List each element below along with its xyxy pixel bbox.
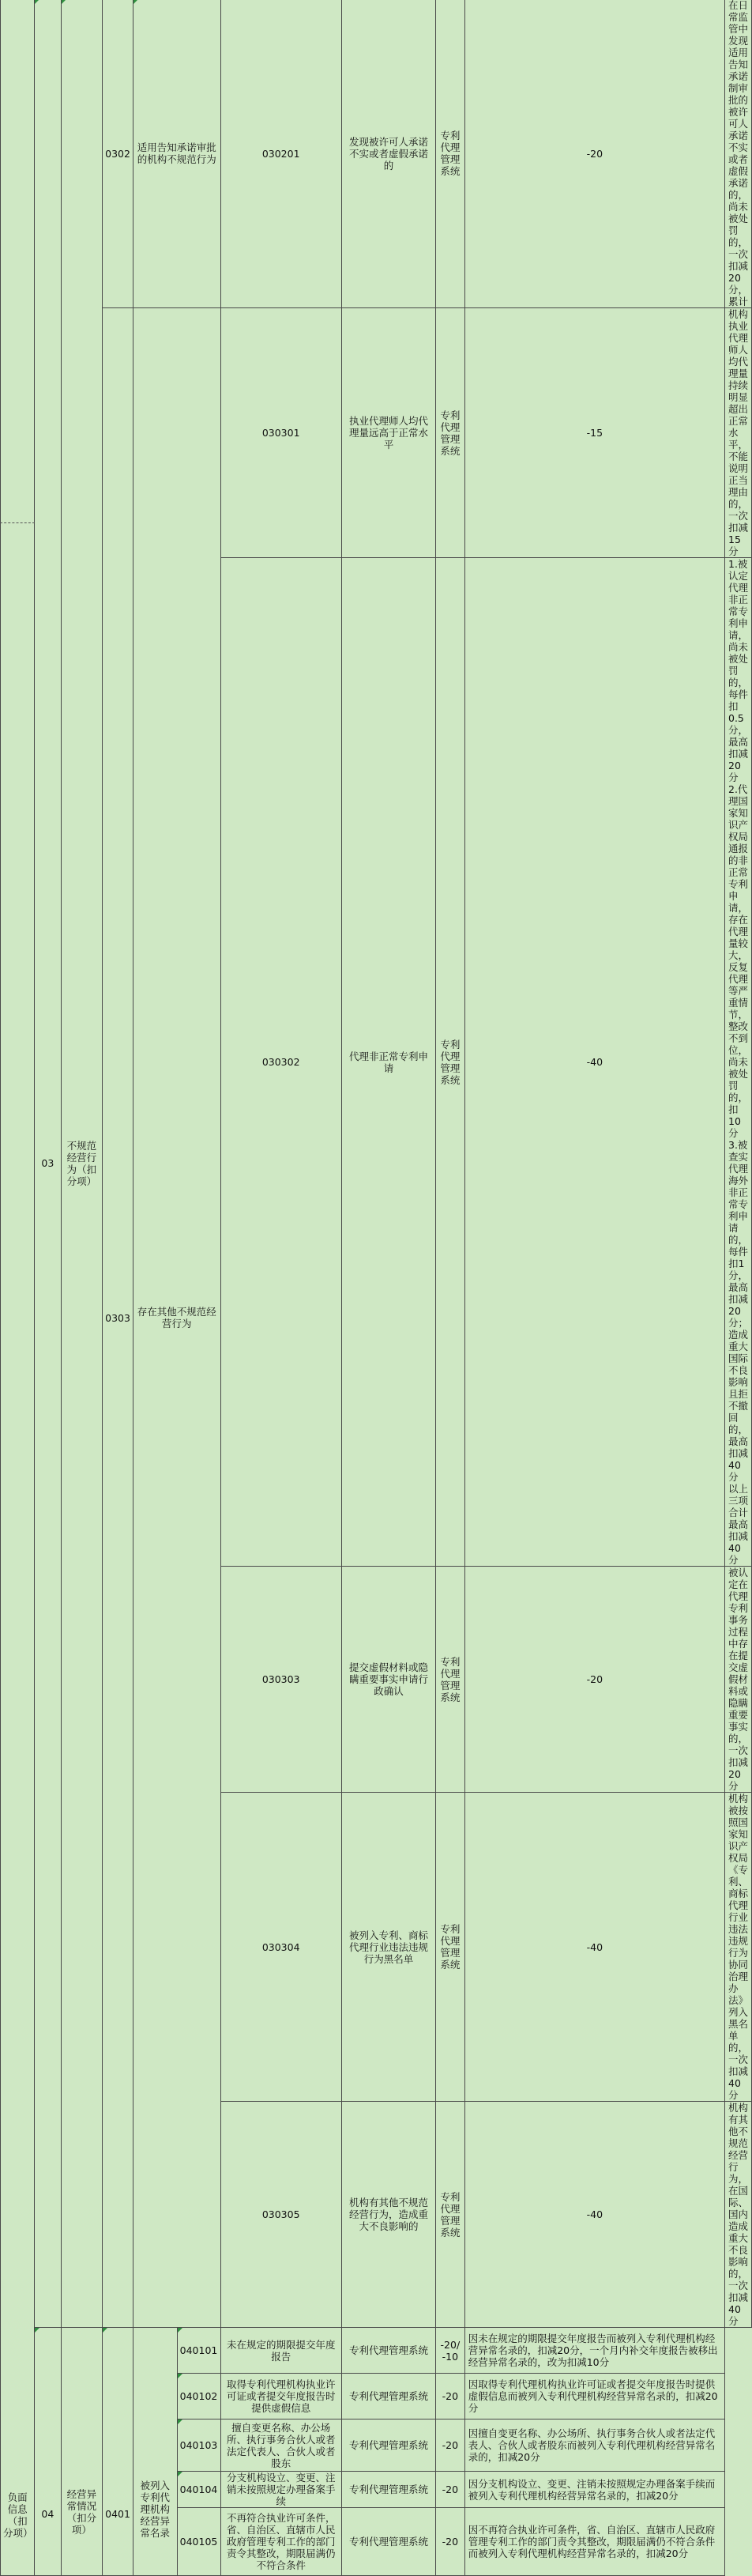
row-item: 发现被许可人承诺不实或者虚假承诺的 xyxy=(348,135,428,172)
row-rule: 因未在规定的期限提交年度报告而被列入专利代理机构经营异常名录的，扣减20分，一个月内补交年度报告被移出经营异常名录的，改为扣减10分 xyxy=(468,2333,718,2368)
row-system: 专利代理管理系统 xyxy=(440,409,461,457)
row-item: 被列入专利、商标代理行业违法违规行为黑名单 xyxy=(348,1929,428,1965)
id-cell[interactable] xyxy=(220,308,341,558)
row-score: -20 xyxy=(442,2439,459,2451)
item-cell[interactable] xyxy=(341,2102,435,2328)
row-score: -20 xyxy=(586,1673,603,1685)
item-cell[interactable] xyxy=(341,0,435,308)
row-id: 040102 xyxy=(179,2390,218,2402)
item-cell[interactable] xyxy=(220,2472,341,2508)
subgroup-name-cell[interactable] xyxy=(133,0,220,308)
rule-cell[interactable] xyxy=(464,2472,724,2508)
subgroup-name-cell[interactable] xyxy=(133,2328,177,2576)
subgroup-code: 0401 xyxy=(105,2508,130,2520)
item-cell[interactable] xyxy=(341,1793,435,2102)
row-id: 030304 xyxy=(261,1940,300,1953)
rule-cell[interactable] xyxy=(725,2102,752,2328)
rule-cell[interactable] xyxy=(725,558,752,1567)
row-item: 未在规定的期限提交年度报告 xyxy=(226,2338,336,2363)
row-id: 040104 xyxy=(179,2484,218,2495)
row-id: 040105 xyxy=(179,2536,218,2548)
group-code-cell[interactable] xyxy=(35,2328,61,2576)
system-cell[interactable] xyxy=(436,2102,465,2328)
row-score: -40 xyxy=(586,1056,603,1068)
system-cell[interactable] xyxy=(341,2374,435,2419)
row-id: 030201 xyxy=(261,147,300,160)
row-id: 030302 xyxy=(261,1056,300,1068)
subgroup-name: 适用告知承诺审批的机构不规范行为 xyxy=(137,141,216,165)
rule-cell[interactable] xyxy=(464,2508,724,2576)
score-cell[interactable] xyxy=(464,1567,724,1793)
system-cell[interactable] xyxy=(436,1567,465,1793)
system-cell[interactable] xyxy=(436,558,465,1567)
row-rule: 因取得专利代理机构执业许可证或者提交年度报告时提供虚假信息而被列入专利代理机构经营异常名录的，扣减20分 xyxy=(468,2378,718,2414)
section-cell[interactable] xyxy=(1,0,35,2576)
row-score: -40 xyxy=(586,2208,603,2220)
id-cell[interactable] xyxy=(220,0,341,308)
rule-cell[interactable] xyxy=(725,1793,752,2102)
row-rule: 因分支机构设立、变更、注销未按照规定办理备案手续而被列入专利代理机构经营异常名录的，扣减20分 xyxy=(468,2477,716,2502)
score-cell[interactable] xyxy=(436,2328,465,2374)
system-cell[interactable] xyxy=(341,2472,435,2508)
row-item: 擅自变更名称、办公场所、执行事务合伙人或者法定代表人、合伙人或者股东 xyxy=(226,2421,336,2469)
item-cell[interactable] xyxy=(220,2328,341,2374)
id-cell[interactable] xyxy=(177,2508,220,2576)
row-rule: 机构被按照国家知识产权局《专利、商标代理行业违法违规行为协同治理办法》列入黑名单的，一次扣减40分 xyxy=(728,1793,749,2101)
id-cell[interactable] xyxy=(177,2472,220,2508)
subgroup-name-cell[interactable] xyxy=(133,308,220,2328)
rule-cell[interactable] xyxy=(464,2328,724,2374)
row-score: -20/ -10 xyxy=(440,2338,461,2363)
row-system: 专利代理管理系统 xyxy=(348,2390,428,2402)
item-cell[interactable] xyxy=(341,308,435,558)
system-cell[interactable] xyxy=(436,308,465,558)
row-score: -15 xyxy=(586,427,603,439)
row-system: 专利代理管理系统 xyxy=(440,130,461,177)
row-rule: 机构有其他不规范经营行为，在国际、国内造成重大不良影响的，一次扣减40分 xyxy=(728,2102,749,2327)
rule-cell[interactable] xyxy=(725,1567,752,1793)
row-item: 分支机构设立、变更、注销未按照规定办理备案手续 xyxy=(226,2472,336,2507)
row-system: 专利代理管理系统 xyxy=(348,2344,428,2356)
rule-cell[interactable] xyxy=(464,2419,724,2472)
table-row xyxy=(1,0,752,308)
row-id: 030301 xyxy=(261,427,300,439)
group-code: 04 xyxy=(41,2508,55,2520)
row-score: -20 xyxy=(442,2536,459,2548)
row-rule: 机构执业代理师人均代理量持续明显超出正常水平，不能说明正当理由的，一次扣减15分 xyxy=(728,308,749,557)
subgroup-name: 被列入专利代理机构经营异常名录 xyxy=(140,2480,170,2539)
section-label: 负面信息（扣分项） xyxy=(3,2491,33,2539)
table-row xyxy=(1,308,752,558)
item-cell[interactable] xyxy=(341,558,435,1567)
subgroup-code: 0303 xyxy=(105,1311,130,1324)
row-system: 专利代理管理系统 xyxy=(440,2190,461,2238)
system-cell[interactable] xyxy=(341,2328,435,2374)
row-item: 执业代理师人均代理量远高于正常水平 xyxy=(348,415,428,451)
item-cell[interactable] xyxy=(341,1567,435,1793)
id-cell[interactable] xyxy=(177,2419,220,2472)
rule-cell[interactable] xyxy=(464,2374,724,2419)
id-cell[interactable] xyxy=(177,2328,220,2374)
score-cell[interactable] xyxy=(436,2472,465,2508)
id-cell[interactable] xyxy=(220,1793,341,2102)
id-cell[interactable] xyxy=(220,1567,341,1793)
row-score: -20 xyxy=(442,2390,459,2402)
row-item: 取得专利代理机构执业许可证或者提交年度报告时提供虚假信息 xyxy=(226,2378,336,2414)
score-cell[interactable] xyxy=(436,2508,465,2576)
subgroup-code-cell[interactable] xyxy=(103,0,133,308)
group-name: 经营异常情况（扣分项） xyxy=(66,2488,97,2536)
row-system: 专利代理管理系统 xyxy=(440,1038,461,1086)
row-rule: 被认定在代理专利事务过程中存在提交虚假材料或隐瞒重要事实的，一次扣减20分 xyxy=(728,1567,749,1792)
system-cell[interactable] xyxy=(341,2508,435,2576)
row-system: 专利代理管理系统 xyxy=(348,2484,428,2495)
group-name-cell[interactable] xyxy=(61,2328,103,2576)
system-cell[interactable] xyxy=(341,2419,435,2472)
group-code-cell[interactable] xyxy=(35,0,61,2328)
id-cell[interactable] xyxy=(177,2374,220,2419)
row-score: -40 xyxy=(586,1940,603,1953)
subgroup-code-cell[interactable] xyxy=(103,308,133,2328)
row-system: 专利代理管理系统 xyxy=(440,1923,461,1971)
row-id: 030305 xyxy=(261,2208,300,2220)
row-rule: 1.被认定代理非正常专利申请，尚未被处罚的，每件扣0.5分，最高扣减20分 2.代理国家知识产权局通报的非正常专利申请，存在代理量较大，反复代理等严重情节，整改不到位，尚未被处罚的，扣10分 3.被查实代理海外非正常专利申请的，每件扣1分，最高扣减20分；造成重大国际不良影响且拒不撤回的，最高扣减40分 以上三项合计最高扣减40分 xyxy=(728,558,749,1566)
rule-cell[interactable] xyxy=(725,308,752,558)
score-cell[interactable] xyxy=(464,558,724,1567)
item-cell[interactable] xyxy=(220,2419,341,2472)
row-score: -20 xyxy=(586,147,603,160)
row-rule: 在日常监管中发现适用告知承诺制审批的被许可人承诺不实或者虚假承诺的，尚未被处罚的，一次扣减20分，累计 xyxy=(728,0,749,307)
table-row xyxy=(1,2328,752,2374)
row-item: 代理非正常专利申请 xyxy=(348,1050,428,1074)
score-cell[interactable] xyxy=(464,308,724,558)
score-cell[interactable] xyxy=(464,1793,724,2102)
row-id: 040101 xyxy=(179,2344,218,2356)
row-item: 不再符合执业许可条件，省、自治区、直辖市人民政府管理专利工作的部门责令其整改，期限届满仍不符合条件 xyxy=(226,2512,336,2571)
system-cell[interactable] xyxy=(436,0,465,308)
system-cell[interactable] xyxy=(436,1793,465,2102)
row-system: 专利代理管理系统 xyxy=(348,2439,428,2451)
subgroup-code-cell[interactable] xyxy=(103,2328,133,2576)
row-id: 030303 xyxy=(261,1673,300,1685)
row-system: 专利代理管理系统 xyxy=(348,2536,428,2548)
group-name: 不规范经营行为（扣分项） xyxy=(66,1139,97,1187)
group-code: 03 xyxy=(41,1157,55,1169)
row-item: 机构有其他不规范经营行为，造成重大不良影响的 xyxy=(348,2197,428,2232)
row-rule: 因擅自变更名称、办公场所、执行事务合伙人或者法定代表人、合伙人或者股东而被列入专利代理机构经营异常名录的，扣减20分 xyxy=(468,2427,716,2463)
group-name-cell[interactable] xyxy=(61,0,103,2328)
score-cell[interactable] xyxy=(464,2102,724,2328)
item-cell[interactable] xyxy=(220,2374,341,2419)
row-system: 专利代理管理系统 xyxy=(440,1655,461,1703)
subgroup-code: 0302 xyxy=(105,147,130,160)
item-cell[interactable] xyxy=(220,2508,341,2576)
id-cell[interactable] xyxy=(220,558,341,1567)
score-cell[interactable] xyxy=(436,2419,465,2472)
rule-cell[interactable] xyxy=(725,0,752,308)
page-break-line xyxy=(0,522,35,523)
id-cell[interactable] xyxy=(220,2102,341,2328)
row-rule: 因不再符合执业许可条件，省、自治区、直辖市人民政府管理专利工作的部门责令其整改，期限届满仍不符合条件而被列入专利代理机构经营异常名录的，扣减20分 xyxy=(468,2524,716,2559)
row-score: -20 xyxy=(442,2484,459,2495)
row-id: 040103 xyxy=(179,2439,218,2451)
subgroup-name: 存在其他不规范经营行为 xyxy=(137,1306,216,1329)
score-cell[interactable] xyxy=(436,2374,465,2419)
score-cell[interactable] xyxy=(464,0,724,308)
row-item: 提交虚假材料或隐瞒重要事实申请行政确认 xyxy=(348,1661,428,1697)
